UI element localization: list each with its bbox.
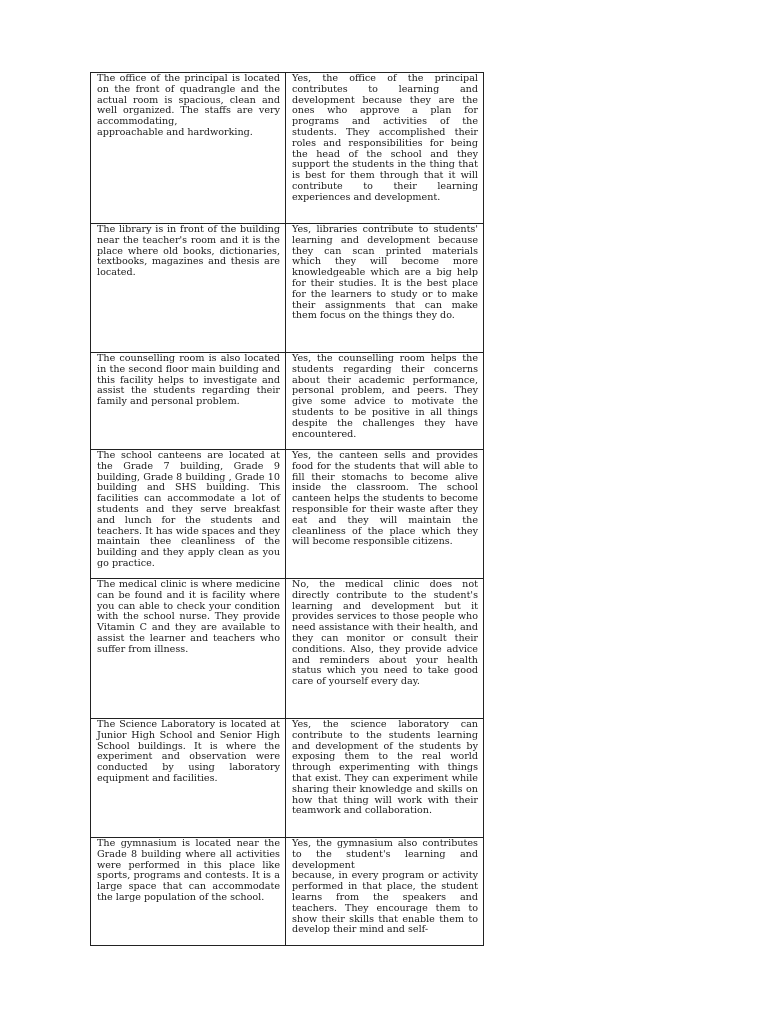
- table-row: [91, 719, 484, 838]
- table-row: [91, 838, 484, 946]
- location-text: The school canteens are located at the Grade 7 building, Grade 9 building, Grade 8 building , Grade 10 building and SHS building. This facilities can accommodate a lot of students and they serve breakfast and lunch for the students and teachers. It has wide spaces and they maintain thee cleanliness of the building and they apply clean as you go practice.: [97, 450, 280, 569]
- location-text: The counselling room is also located in the second floor main building and this facility helps to investigate and assist the students regarding their family and personal problem.: [97, 353, 280, 408]
- contribution-text: Yes, the counselling room helps the students regarding their concerns about their academic performance, personal problem, and peers. They give some advice to motivate the students to be positive in all things despite the challenges they have encountered.: [292, 353, 478, 440]
- location-text: The medical clinic is where medicine can be found and it is facility where you can able to check your condition with the school nurse. They provide Vitamin C and they are available to assist the learner and teachers who suffer from illness.: [97, 579, 280, 655]
- location-cell: [91, 450, 286, 579]
- contribution-cell: [286, 579, 484, 719]
- table-row: [91, 353, 484, 450]
- table-row: [91, 73, 484, 224]
- location-cell: [91, 579, 286, 719]
- location-text: The library is in front of the building near the teacher's room and it is the place where old books, dictionaries, textbooks, magazines and thesis are located.: [97, 224, 280, 279]
- contribution-text: Yes, the canteen sells and provides food for the students that will able to fill their stomachs to become alive inside the classroom. The school canteen helps the students to become responsible for their waste after they eat and they will maintain the cleanliness of the place which they will become responsible citizens.: [292, 450, 478, 548]
- contribution-cell: [286, 450, 484, 579]
- table-row: [91, 450, 484, 579]
- contribution-text: Yes, the gymnasium also contributes to the student's learning and development because, in every program or activity performed in that place, the student learns from the speakers and teachers. They encourage them to show their skills that enable them to develop their mind and self-: [292, 838, 478, 936]
- contribution-cell: [286, 838, 484, 946]
- contribution-cell: [286, 353, 484, 450]
- contribution-text: Yes, the office of the principal contributes to learning and development because they are the ones who approve a plan for programs and activities of the students. They accomplished their roles and responsibilities for being the head of the school and they support the students in the thing that is best for them through that it will contribute to their learning experiences and development.: [292, 73, 478, 203]
- location-cell: [91, 838, 286, 946]
- contribution-text: Yes, libraries contribute to students' learning and development because they can scan printed materials which they will become more knowledgeable which are a big help for their studies. It is the best place for the learners to study or to make their assignments that can make them focus on the things they do.: [292, 224, 478, 322]
- facility-table: [90, 72, 484, 946]
- contribution-cell: [286, 224, 484, 353]
- contribution-text: Yes, the science laboratory can contribute to the students learning and development of the students by exposing them to the real world through experimenting with things that exist. They can experiment while sharing their knowledge and skills on how that thing will work with their teamwork and collaboration.: [292, 719, 478, 817]
- location-text: The gymnasium is located near the Grade 8 building where all activities were performed in this place like sports, programs and contests. It is a large space that can accommodate the large population of the school.: [97, 838, 280, 903]
- contribution-text: No, the medical clinic does not directly contribute to the student's learning and development but it provides services to those people who need assistance with their health, and they can monitor or consult their conditions. Also, they provide advice and reminders about your health status which you need to take good care of yourself every day.: [292, 579, 478, 688]
- location-cell: [91, 353, 286, 450]
- location-cell: [91, 719, 286, 838]
- location-cell: [91, 73, 286, 224]
- location-text: The Science Laboratory is located at Junior High School and Senior High School buildings. It is where the experiment and observation were conducted by using laboratory equipment and facilities.: [97, 719, 280, 784]
- location-text: The office of the principal is located on the front of quadrangle and the actual room is spacious, clean and well organized. The staffs are very accommodating, approachable and hardworking.: [97, 73, 280, 138]
- location-cell: [91, 224, 286, 353]
- table-row: [91, 579, 484, 719]
- document-page: [90, 72, 483, 946]
- contribution-cell: [286, 73, 484, 224]
- contribution-cell: [286, 719, 484, 838]
- table-row: [91, 224, 484, 353]
